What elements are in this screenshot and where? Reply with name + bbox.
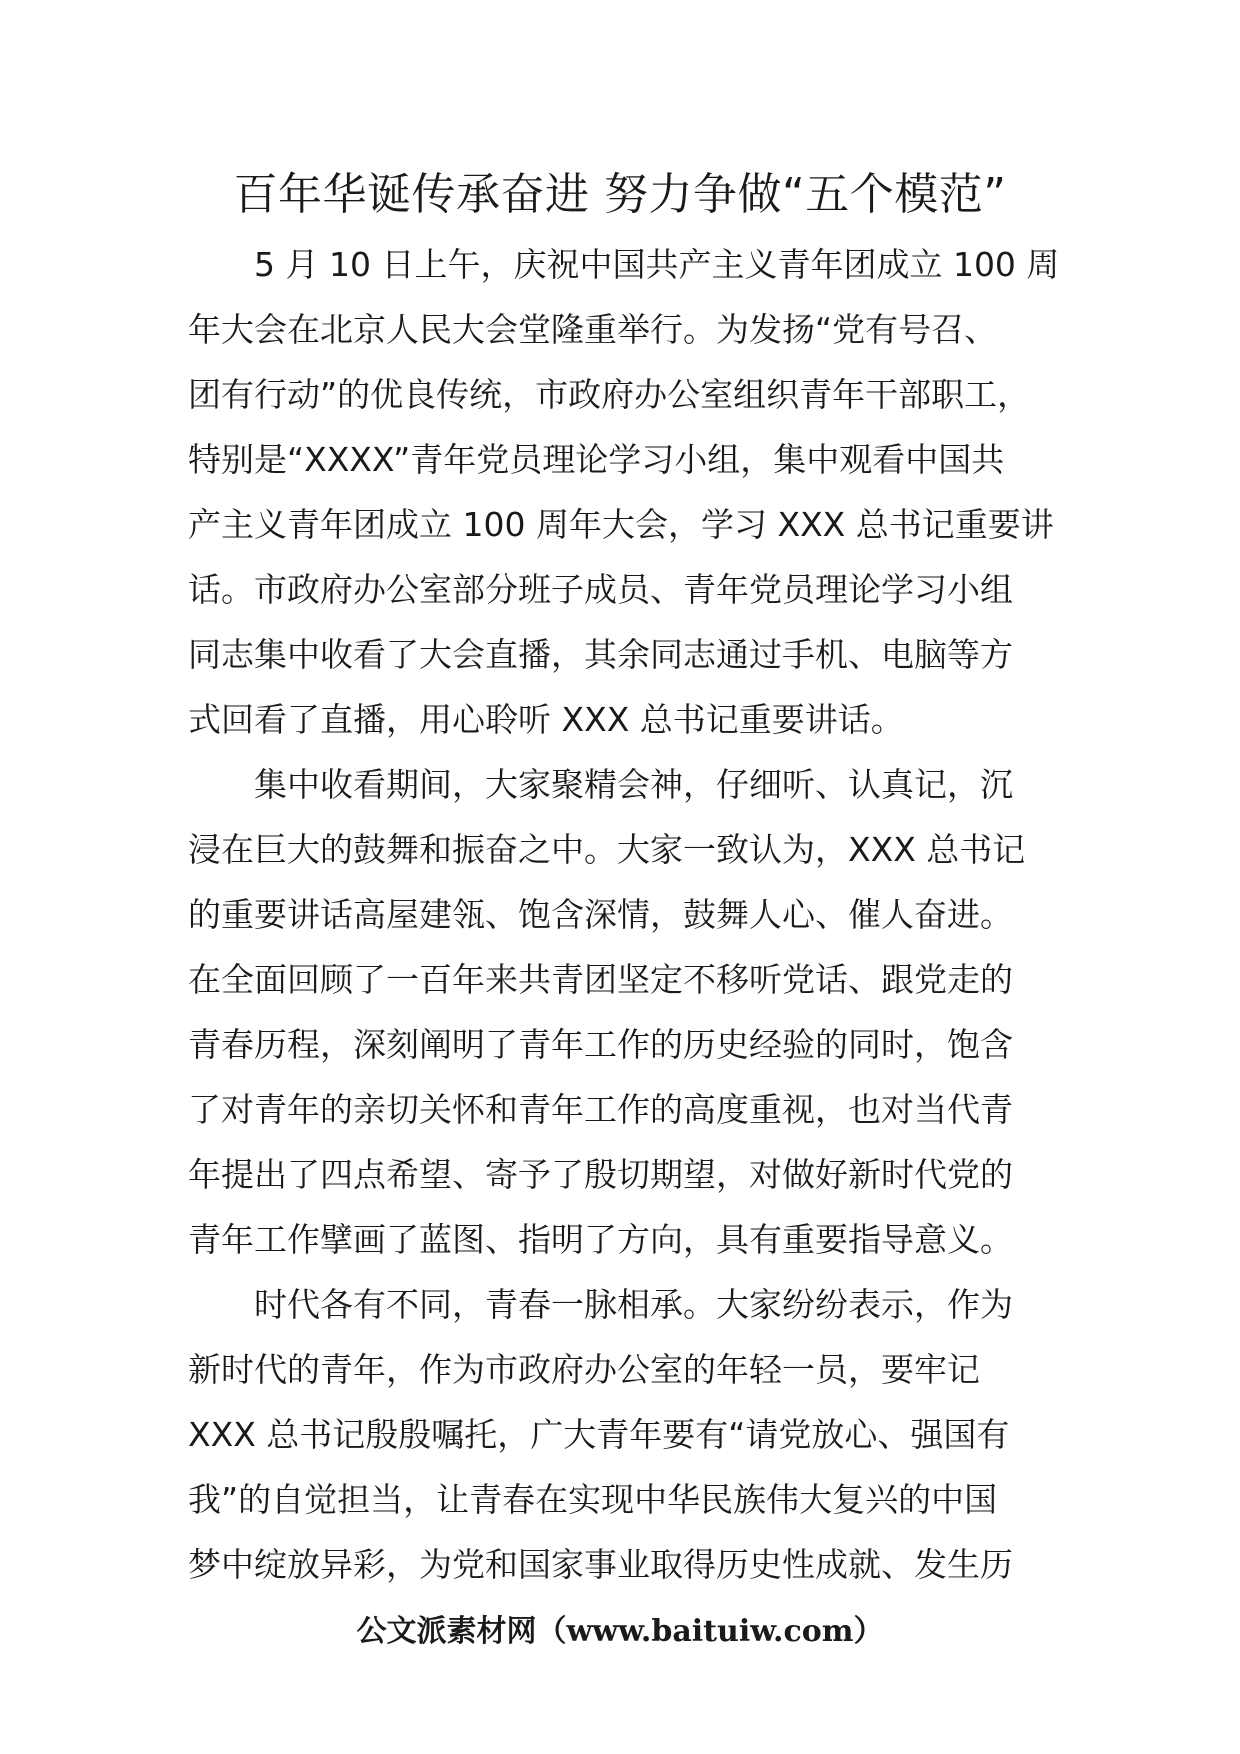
paragraph-line: 我”的自觉担当，让青春在实现中华民族伟大复兴的中国 <box>188 1480 998 1519</box>
paragraph-line: 了对青年的亲切关怀和青年工作的高度重视，也对当代青 <box>188 1090 1013 1129</box>
footer-source-text: 公文派素材网（www.baituiw.com） <box>356 1614 884 1649</box>
paragraph-2 <box>188 752 1058 1272</box>
paragraph-line: 产主义青年团成立 100 周年大会，学习 XXX 总书记重要讲 <box>188 505 1054 544</box>
document-body <box>188 232 1058 1597</box>
paragraph-line: XXX 总书记殷殷嘱托，广大青年要有“请党放心、强国有 <box>188 1415 1010 1454</box>
paragraph-line: 特别是“XXXX”青年党员理论学习小组，集中观看中国共 <box>188 440 1005 479</box>
paragraph-line: 在全面回顾了一百年来共青团坚定不移听党话、跟党走的 <box>188 960 1013 999</box>
paragraph-line: 团有行动”的优良传统，市政府办公室组织青年干部职工， <box>188 375 1031 414</box>
paragraph-line: 同志集中收看了大会直播，其余同志通过手机、电脑等方 <box>188 635 1013 674</box>
document-title: 百年华诞传承奋进 努力争做“五个模范” <box>233 169 1007 220</box>
paragraph-line: 浸在巨大的鼓舞和振奋之中。大家一致认为，XXX 总书记 <box>188 830 1026 869</box>
paragraph-line: 新时代的青年，作为市政府办公室的年轻一员，要牢记 <box>188 1350 980 1389</box>
paragraph-3 <box>188 1272 1058 1597</box>
paragraph-line: 青春历程，深刻阐明了青年工作的历史经验的同时，饱含 <box>188 1025 1013 1064</box>
paragraph-line: 集中收看期间，大家聚精会神，仔细听、认真记，沉 <box>254 765 1013 804</box>
paragraph-line: 梦中绽放异彩，为党和国家事业取得历史性成就、发生历 <box>188 1545 1013 1584</box>
paragraph-line: 年大会在北京人民大会堂隆重举行。为发扬“党有号召、 <box>188 310 998 349</box>
paragraph-line: 5 月 10 日上午，庆祝中国共产主义青年团成立 100 周 <box>254 245 1060 284</box>
paragraph-line: 时代各有不同，青春一脉相承。大家纷纷表示，作为 <box>254 1285 1013 1324</box>
paragraph-line: 的重要讲话高屋建瓴、饱含深情，鼓舞人心、催人奋进。 <box>188 895 1013 934</box>
paragraph-line: 青年工作擘画了蓝图、指明了方向，具有重要指导意义。 <box>188 1220 1013 1259</box>
paragraph-1 <box>188 232 1058 752</box>
paragraph-line: 式回看了直播，用心聆听 XXX 总书记重要讲话。 <box>188 700 904 739</box>
paragraph-line: 年提出了四点希望、寄予了殷切期望，对做好新时代党的 <box>188 1155 1013 1194</box>
paragraph-line: 话。市政府办公室部分班子成员、青年党员理论学习小组 <box>188 570 1013 609</box>
